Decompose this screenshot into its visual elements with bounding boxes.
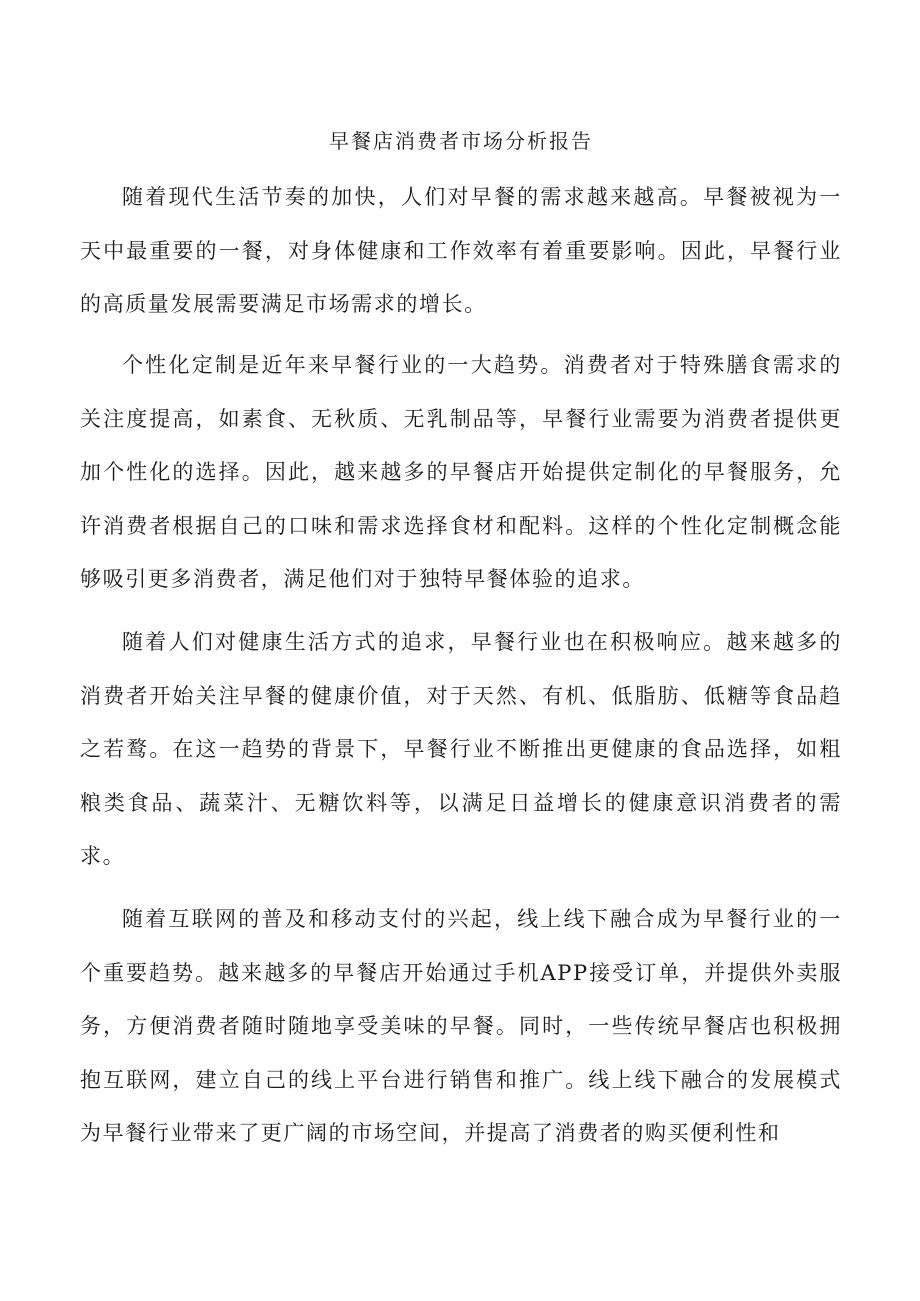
paragraph-health-trend: 随着人们对健康生活方式的追求，早餐行业也在积极响应。越来越多的消费者开始关注早餐的健康价值，对于天然、有机、低脂肪、低糖等食品趋之若鹜。在这一趋势的背景下，早餐行业不断推出更健康的食品选择，如粗粮类食品、蔬菜汁、无糖饮料等，以满足日益增长的健康意识消费者的需求。	[80, 630, 842, 869]
paragraph-online-offline: 随着互联网的普及和移动支付的兴起，线上线下融合成为早餐行业的一个重要趋势。越来越多的早餐店开始通过手机APP接受订单，并提供外卖服务，方便消费者随时随地享受美味的早餐。同时，一些传统早餐店也积极拥抱互联网，建立自己的线上平台进行销售和推广。线上线下融合的发展模式为早餐行业带来了更广阔的市场空间，并提高了消费者的购买便利性和	[80, 907, 842, 1146]
paragraph-demand-growth: 随着现代生活节奏的加快，人们对早餐的需求越来越高。早餐被视为一天中最重要的一餐，对身体健康和工作效率有着重要影响。因此，早餐行业的高质量发展需要满足市场需求的增长。	[80, 185, 842, 317]
paragraph-personalization: 个性化定制是近年来早餐行业的一大趋势。消费者对于特殊膳食需求的关注度提高，如素食、无秋质、无乳制品等，早餐行业需要为消费者提供更加个性化的选择。因此，越来越多的早餐店开始提供定制化的早餐服务，允许消费者根据自己的口味和需求选择食材和配料。这样的个性化定制概念能够吸引更多消费者，满足他们对于独特早餐体验的追求。	[80, 353, 842, 592]
document-title: 早餐店消费者市场分析报告	[329, 129, 593, 153]
